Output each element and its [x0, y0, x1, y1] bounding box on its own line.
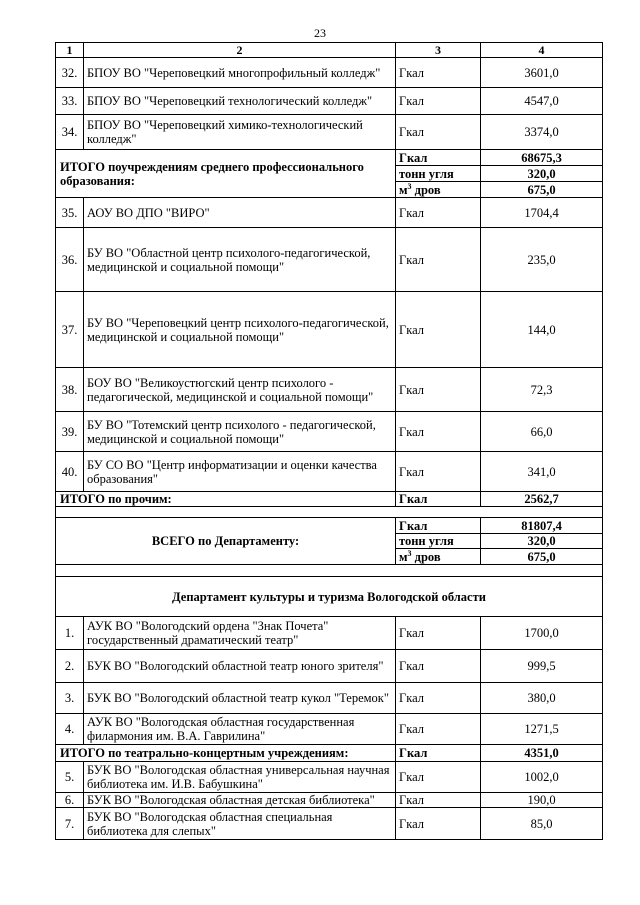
table-row — [56, 368, 603, 412]
unit-cell: Гкал — [396, 617, 481, 650]
value-cell: 235,0 — [481, 228, 603, 292]
total-unit: Гкал — [396, 518, 481, 534]
total-label: ИТОГО по театрально-концертным учреждениям: — [56, 745, 396, 762]
header-col-2: 2 — [84, 43, 396, 58]
unit-cell: Гкал — [396, 793, 481, 808]
row-number: 1. — [56, 617, 84, 650]
row-number: 32. — [56, 58, 84, 88]
institution-name: БУК ВО "Вологодская областная детская библиотека" — [84, 793, 396, 808]
section-row — [56, 577, 603, 617]
total-value: 675,0 — [481, 182, 603, 198]
unit-wood: дров — [411, 549, 441, 564]
institution-name: АОУ ВО ДПО "ВИРО" — [84, 198, 396, 228]
value-cell: 144,0 — [481, 292, 603, 368]
institution-name: БУ СО ВО "Центр информатизации и оценки качества образования" — [84, 452, 396, 492]
total-value: 81807,4 — [481, 518, 603, 534]
unit-cell: Гкал — [396, 58, 481, 88]
total-label: ВСЕГО по Департаменту: — [56, 518, 396, 565]
value-cell: 3374,0 — [481, 115, 603, 150]
institution-name: БУ ВО "Областной центр психолого-педагогической, медицинской и социальной помощи" — [84, 228, 396, 292]
total-label: ИТОГО по прочим: — [56, 492, 396, 507]
value-cell: 1271,5 — [481, 714, 603, 745]
table-row — [56, 198, 603, 228]
row-number: 7. — [56, 808, 84, 840]
unit-m: м — [399, 182, 408, 197]
value-cell: 999,5 — [481, 650, 603, 683]
total-unit: Гкал — [396, 150, 481, 166]
total-unit: тонн угля — [396, 534, 481, 549]
row-number: 38. — [56, 368, 84, 412]
table-row — [56, 650, 603, 683]
institution-name: БУ ВО "Череповецкий центр психолого-педагогической, медицинской и социальной помощи" — [84, 292, 396, 368]
table-row — [56, 452, 603, 492]
unit-cell: Гкал — [396, 452, 481, 492]
total-row — [56, 150, 603, 166]
total-unit — [396, 182, 481, 198]
total-value: 320,0 — [481, 166, 603, 182]
table-row — [56, 808, 603, 840]
row-number: 37. — [56, 292, 84, 368]
energy-consumption-table — [55, 42, 603, 840]
row-number: 2. — [56, 650, 84, 683]
value-cell: 4547,0 — [481, 88, 603, 115]
unit-cell: Гкал — [396, 88, 481, 115]
unit-m: м — [399, 549, 408, 564]
institution-name: БУК ВО "Вологодский областной театр кукол "Теремок" — [84, 683, 396, 714]
institution-name: БПОУ ВО "Череповецкий химико-технологический колледж" — [84, 115, 396, 150]
row-number: 3. — [56, 683, 84, 714]
institution-name: БУ ВО "Тотемский центр психолого - педагогической, медицинской и социальной помощи" — [84, 412, 396, 452]
unit-cell: Гкал — [396, 650, 481, 683]
institution-name: БОУ ВО "Великоустюгский центр психолого - педагогической, медицинской и социальной помощи" — [84, 368, 396, 412]
unit-cell: Гкал — [396, 714, 481, 745]
institution-name: АУК ВО "Вологодский ордена "Знак Почета" государственный драматический театр" — [84, 617, 396, 650]
value-cell: 1704,4 — [481, 198, 603, 228]
table-row — [56, 762, 603, 793]
unit-cell: Гкал — [396, 683, 481, 714]
institution-name: БПОУ ВО "Череповецкий технологический колледж" — [84, 88, 396, 115]
institution-name: АУК ВО "Вологодская областная государственная филармония им. В.А. Гаврилина" — [84, 714, 396, 745]
row-number: 35. — [56, 198, 84, 228]
total-unit: тонн угля — [396, 166, 481, 182]
spacer-row — [56, 507, 603, 518]
unit-sup: 3 — [407, 548, 412, 558]
unit-cell: Гкал — [396, 412, 481, 452]
total-value: 2562,7 — [481, 492, 603, 507]
total-value: 675,0 — [481, 549, 603, 565]
total-value: 4351,0 — [481, 745, 603, 762]
table-row — [56, 412, 603, 452]
unit-cell: Гкал — [396, 762, 481, 793]
institution-name: БУК ВО "Вологодский областной театр юного зрителя" — [84, 650, 396, 683]
table-row — [56, 683, 603, 714]
header-col-4: 4 — [481, 43, 603, 58]
total-row — [56, 518, 603, 534]
unit-cell: Гкал — [396, 808, 481, 840]
table-row — [56, 617, 603, 650]
institution-name: БУК ВО "Вологодская областная универсальная научная библиотека им. И.В. Бабушкина" — [84, 762, 396, 793]
header-col-1: 1 — [56, 43, 84, 58]
institution-name: БПОУ ВО "Череповецкий многопрофильный колледж" — [84, 58, 396, 88]
row-number: 40. — [56, 452, 84, 492]
unit-cell: Гкал — [396, 115, 481, 150]
unit-sup: 3 — [407, 181, 412, 191]
row-number: 34. — [56, 115, 84, 150]
total-unit: Гкал — [396, 492, 481, 507]
spacer-cell — [56, 565, 603, 577]
total-value: 320,0 — [481, 534, 603, 549]
total-label: ИТОГО поучреждениям среднего профессионального образования: — [56, 150, 396, 198]
header-row — [56, 43, 603, 58]
value-cell: 341,0 — [481, 452, 603, 492]
total-row — [56, 745, 603, 762]
row-number: 39. — [56, 412, 84, 452]
institution-name: БУК ВО "Вологодская областная специальная библиотека для слепых" — [84, 808, 396, 840]
header-col-3: 3 — [396, 43, 481, 58]
table-row — [56, 292, 603, 368]
total-value: 68675,3 — [481, 150, 603, 166]
row-number: 5. — [56, 762, 84, 793]
unit-wood: дров — [411, 182, 441, 197]
value-cell: 1002,0 — [481, 762, 603, 793]
value-cell: 3601,0 — [481, 58, 603, 88]
table-row — [56, 793, 603, 808]
page-number: 23 — [314, 26, 326, 40]
total-row — [56, 492, 603, 507]
value-cell: 72,3 — [481, 368, 603, 412]
value-cell: 1700,0 — [481, 617, 603, 650]
value-cell: 85,0 — [481, 808, 603, 840]
unit-cell: Гкал — [396, 292, 481, 368]
value-cell: 66,0 — [481, 412, 603, 452]
row-number: 4. — [56, 714, 84, 745]
section-title: Департамент культуры и туризма Вологодской области — [56, 577, 603, 617]
table-row — [56, 115, 603, 150]
row-number: 33. — [56, 88, 84, 115]
value-cell: 190,0 — [481, 793, 603, 808]
total-unit — [396, 549, 481, 565]
row-number: 6. — [56, 793, 84, 808]
table-row — [56, 88, 603, 115]
total-unit: Гкал — [396, 745, 481, 762]
unit-cell: Гкал — [396, 198, 481, 228]
table-row — [56, 228, 603, 292]
unit-cell: Гкал — [396, 228, 481, 292]
row-number: 36. — [56, 228, 84, 292]
spacer-cell — [56, 507, 603, 518]
table-row — [56, 58, 603, 88]
unit-cell: Гкал — [396, 368, 481, 412]
table-row — [56, 714, 603, 745]
spacer-row — [56, 565, 603, 577]
value-cell: 380,0 — [481, 683, 603, 714]
